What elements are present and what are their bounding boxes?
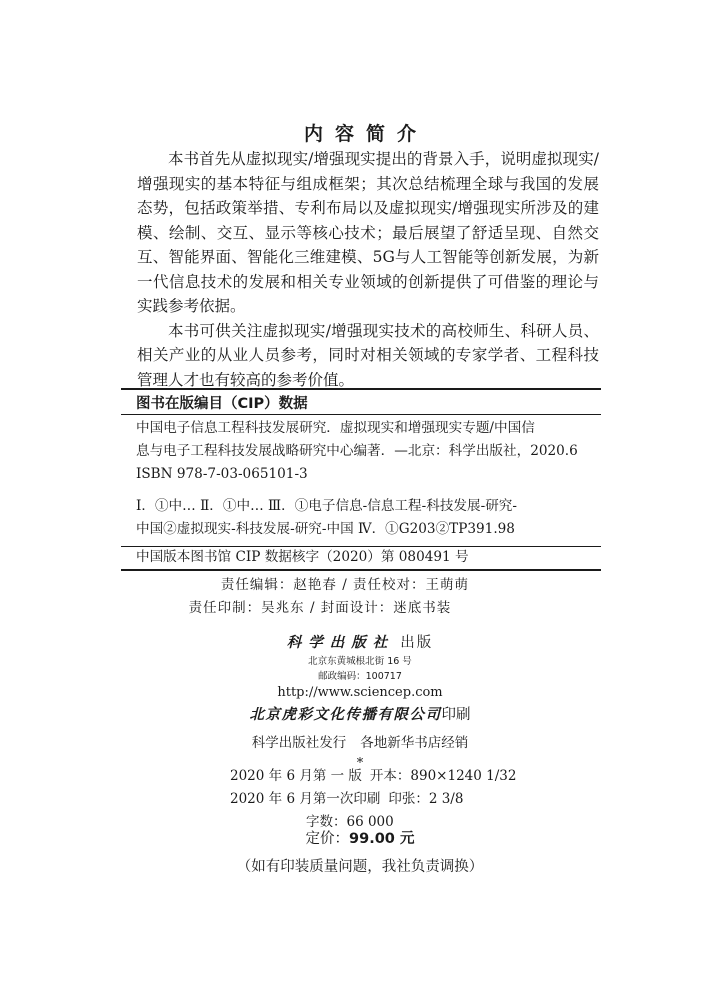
cip-top-rule: [121, 388, 601, 390]
publisher-postcode: 邮政编码：100717: [318, 671, 402, 682]
distributed-by: 各地新华书店经销: [360, 735, 469, 751]
printer-suffix: 印刷: [441, 707, 471, 723]
publisher-address: 北京东黄城根北街 16 号: [308, 656, 412, 667]
summary-paragraph-2: 本书可供关注虚拟现实/增强现实技术的高校师生、科研人员、相关产业的从业人员参考，同时对相关领域的专家学者、工程科技管理人才也有较高的参考价值。: [137, 321, 599, 389]
edition-row-2: [230, 788, 516, 811]
cip-isbn: ISBN 978-7-03-065101-3: [136, 466, 308, 482]
cip-line-2: 息与电子工程科技发展战略研究中心编著．—北京：科学出版社，2020.6: [136, 443, 578, 459]
price-label: 定价：: [305, 831, 350, 847]
edition-info: [230, 765, 516, 834]
cip-line-1: 中国电子信息工程科技发展研究．虚拟现实和增强现实专题/中国信: [136, 420, 535, 436]
cip-bottom-rule: [121, 569, 601, 571]
cip-record: [136, 417, 588, 541]
edition-date: 2020 年 6 月第 一 版: [230, 768, 362, 784]
sheets: 印张：2 3/8: [388, 791, 464, 807]
printing-date: 2020 年 6 月第一次印刷: [230, 791, 381, 807]
publisher-name-text: 科学出版社: [286, 634, 395, 651]
quality-notice: （如有印装质量问题，我社负责调换）: [236, 859, 484, 875]
issued-by: 科学出版社发行: [251, 735, 347, 751]
publisher-suffix: 出版: [400, 635, 434, 651]
cip-classification-1: Ⅰ．①中… Ⅱ．①中… Ⅲ．①电子信息-信息工程-科技发展-研究-: [136, 498, 517, 514]
editorial-credits: [0, 574, 720, 619]
price-line: [0, 828, 720, 850]
publisher-name: [0, 632, 720, 654]
separator-star: *: [356, 756, 364, 771]
cip-heading-rule: [121, 414, 601, 415]
summary-body: [137, 147, 599, 392]
printer-name: 北京虎彩文化传播有限公司: [249, 706, 442, 723]
word-count: 字数：66 000: [306, 814, 394, 830]
edition-row-1: [230, 765, 516, 788]
summary-title: 内容简介: [303, 123, 428, 145]
summary-paragraph-1: 本书首先从虚拟现实/增强现实提出的背景入手，说明虚拟现实/增强现实的基本特征与组成框架；其次总结梳理全球与我国的发展态势，包括政策举措、专利布局以及虚拟现实/增强现实所涉及的建模、绘制、交互、显示等核心技术；最后展望了舒适呈现、自然交互、智能界面、智能化三维建模、5G与人工智能等创新发展，为新一代信息技术的发展和相关专业领域的创新提供了可借鉴的理论与实践参考依据。: [137, 150, 599, 315]
publisher-block: [0, 632, 720, 772]
cip-check-number: 中国版本图书馆 CIP 数据核字（2020）第 080491 号: [136, 549, 469, 565]
printer-line: [0, 704, 720, 726]
credit-line-production: 责任印制：吴兆东 / 封面设计：迷底书装: [188, 599, 452, 616]
credit-line-editors: 责任编辑：赵艳春 / 责任校对：王萌萌: [220, 577, 470, 593]
price-value: 99.00 元: [349, 831, 415, 847]
cip-classification-2: 中国②虚拟现实-科技发展-研究-中国 Ⅳ．①G203②TP391.98: [136, 521, 515, 537]
distribution-line: [0, 732, 720, 754]
publisher-url: http://www.sciencep.com: [277, 685, 443, 700]
format-size: 开本：890×1240 1/32: [369, 768, 517, 784]
cip-gap: [136, 486, 588, 495]
cip-heading: 图书在版编目（CIP）数据: [136, 396, 308, 412]
